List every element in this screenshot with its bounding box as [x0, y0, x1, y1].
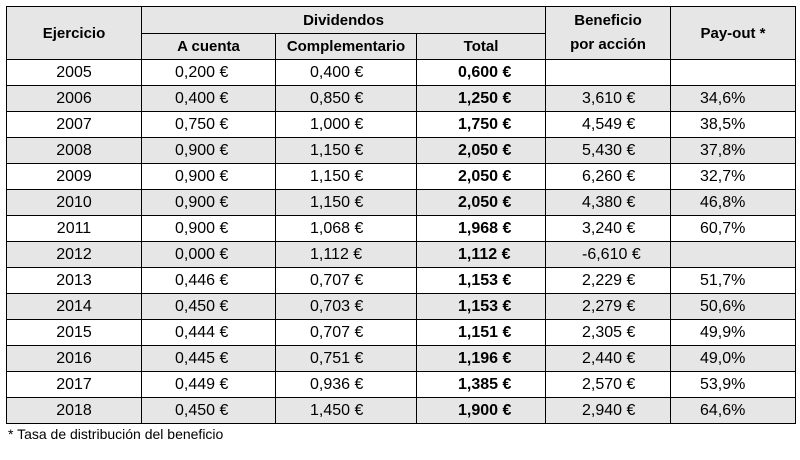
cell-year: 2009	[7, 164, 142, 190]
cell-payout: 32,7%	[671, 164, 796, 190]
cell-beneficio-por-accion: 2,279 €	[546, 294, 671, 320]
cell-payout	[671, 242, 796, 268]
cell-total: 1,153 €	[417, 268, 546, 294]
cell-a-cuenta: 0,750 €	[142, 112, 276, 138]
cell-a-cuenta: 0,444 €	[142, 320, 276, 346]
cell-year: 2011	[7, 216, 142, 242]
table-row	[7, 86, 796, 112]
cell-payout: 49,9%	[671, 320, 796, 346]
cell-complementario: 0,850 €	[276, 86, 417, 112]
cell-beneficio-por-accion	[546, 60, 671, 86]
cell-beneficio-por-accion: 2,940 €	[546, 398, 671, 424]
header-ejercicio: Ejercicio	[7, 7, 142, 60]
cell-total: 2,050 €	[417, 138, 546, 164]
cell-beneficio-por-accion: 3,610 €	[546, 86, 671, 112]
header-complementario: Complementario	[276, 34, 417, 60]
dividends-table	[6, 6, 796, 424]
cell-beneficio-por-accion: 4,549 €	[546, 112, 671, 138]
cell-total: 0,600 €	[417, 60, 546, 86]
cell-a-cuenta: 0,445 €	[142, 346, 276, 372]
cell-year: 2017	[7, 372, 142, 398]
cell-beneficio-por-accion: 4,380 €	[546, 190, 671, 216]
table-row	[7, 398, 796, 424]
table-body	[7, 60, 796, 424]
cell-complementario: 0,400 €	[276, 60, 417, 86]
cell-complementario: 0,751 €	[276, 346, 417, 372]
cell-payout	[671, 60, 796, 86]
cell-total: 1,250 €	[417, 86, 546, 112]
cell-total: 2,050 €	[417, 164, 546, 190]
cell-year: 2013	[7, 268, 142, 294]
cell-a-cuenta: 0,400 €	[142, 86, 276, 112]
cell-beneficio-por-accion: 2,570 €	[546, 372, 671, 398]
header-beneficio-line1: Beneficio	[574, 12, 642, 29]
cell-total: 1,112 €	[417, 242, 546, 268]
cell-a-cuenta: 0,446 €	[142, 268, 276, 294]
table-row	[7, 372, 796, 398]
table-row	[7, 164, 796, 190]
cell-complementario: 1,150 €	[276, 164, 417, 190]
cell-a-cuenta: 0,900 €	[142, 138, 276, 164]
table-row	[7, 112, 796, 138]
cell-beneficio-por-accion: 6,260 €	[546, 164, 671, 190]
header-total: Total	[417, 34, 546, 60]
cell-complementario: 1,112 €	[276, 242, 417, 268]
table-row	[7, 242, 796, 268]
header-beneficio-line2: por acción	[570, 36, 646, 53]
cell-total: 1,385 €	[417, 372, 546, 398]
cell-complementario: 1,450 €	[276, 398, 417, 424]
cell-payout: 49,0%	[671, 346, 796, 372]
cell-beneficio-por-accion: -6,610 €	[546, 242, 671, 268]
cell-complementario: 1,150 €	[276, 138, 417, 164]
table-row	[7, 268, 796, 294]
cell-total: 1,153 €	[417, 294, 546, 320]
cell-a-cuenta: 0,449 €	[142, 372, 276, 398]
cell-complementario: 0,707 €	[276, 320, 417, 346]
header-dividendos: Dividendos	[142, 7, 546, 34]
cell-total: 1,196 €	[417, 346, 546, 372]
cell-beneficio-por-accion: 5,430 €	[546, 138, 671, 164]
cell-a-cuenta: 0,000 €	[142, 242, 276, 268]
cell-payout: 37,8%	[671, 138, 796, 164]
cell-year: 2006	[7, 86, 142, 112]
cell-beneficio-por-accion: 2,229 €	[546, 268, 671, 294]
cell-total: 1,151 €	[417, 320, 546, 346]
cell-complementario: 0,703 €	[276, 294, 417, 320]
table-row	[7, 216, 796, 242]
cell-year: 2008	[7, 138, 142, 164]
footnote: * Tasa de distribución del beneficio	[8, 426, 224, 442]
cell-total: 2,050 €	[417, 190, 546, 216]
table-row	[7, 190, 796, 216]
cell-a-cuenta: 0,450 €	[142, 294, 276, 320]
cell-year: 2010	[7, 190, 142, 216]
table-row	[7, 320, 796, 346]
cell-payout: 38,5%	[671, 112, 796, 138]
table-row	[7, 294, 796, 320]
cell-year: 2005	[7, 60, 142, 86]
cell-complementario: 1,150 €	[276, 190, 417, 216]
cell-year: 2015	[7, 320, 142, 346]
cell-payout: 51,7%	[671, 268, 796, 294]
cell-year: 2018	[7, 398, 142, 424]
cell-a-cuenta: 0,200 €	[142, 60, 276, 86]
cell-payout: 64,6%	[671, 398, 796, 424]
table-row	[7, 138, 796, 164]
header-a-cuenta: A cuenta	[142, 34, 276, 60]
table-row	[7, 346, 796, 372]
cell-payout: 46,8%	[671, 190, 796, 216]
cell-payout: 60,7%	[671, 216, 796, 242]
cell-beneficio-por-accion: 3,240 €	[546, 216, 671, 242]
cell-a-cuenta: 0,900 €	[142, 216, 276, 242]
cell-payout: 34,6%	[671, 86, 796, 112]
header-beneficio-por-accion	[546, 7, 671, 60]
cell-total: 1,750 €	[417, 112, 546, 138]
cell-year: 2014	[7, 294, 142, 320]
cell-total: 1,900 €	[417, 398, 546, 424]
cell-a-cuenta: 0,450 €	[142, 398, 276, 424]
cell-complementario: 0,936 €	[276, 372, 417, 398]
cell-year: 2012	[7, 242, 142, 268]
cell-beneficio-por-accion: 2,440 €	[546, 346, 671, 372]
cell-complementario: 0,707 €	[276, 268, 417, 294]
cell-year: 2007	[7, 112, 142, 138]
table-row	[7, 60, 796, 86]
header-payout: Pay-out *	[671, 7, 796, 60]
cell-total: 1,968 €	[417, 216, 546, 242]
cell-beneficio-por-accion: 2,305 €	[546, 320, 671, 346]
cell-year: 2016	[7, 346, 142, 372]
cell-payout: 50,6%	[671, 294, 796, 320]
cell-a-cuenta: 0,900 €	[142, 190, 276, 216]
cell-a-cuenta: 0,900 €	[142, 164, 276, 190]
cell-complementario: 1,000 €	[276, 112, 417, 138]
cell-payout: 53,9%	[671, 372, 796, 398]
cell-complementario: 1,068 €	[276, 216, 417, 242]
